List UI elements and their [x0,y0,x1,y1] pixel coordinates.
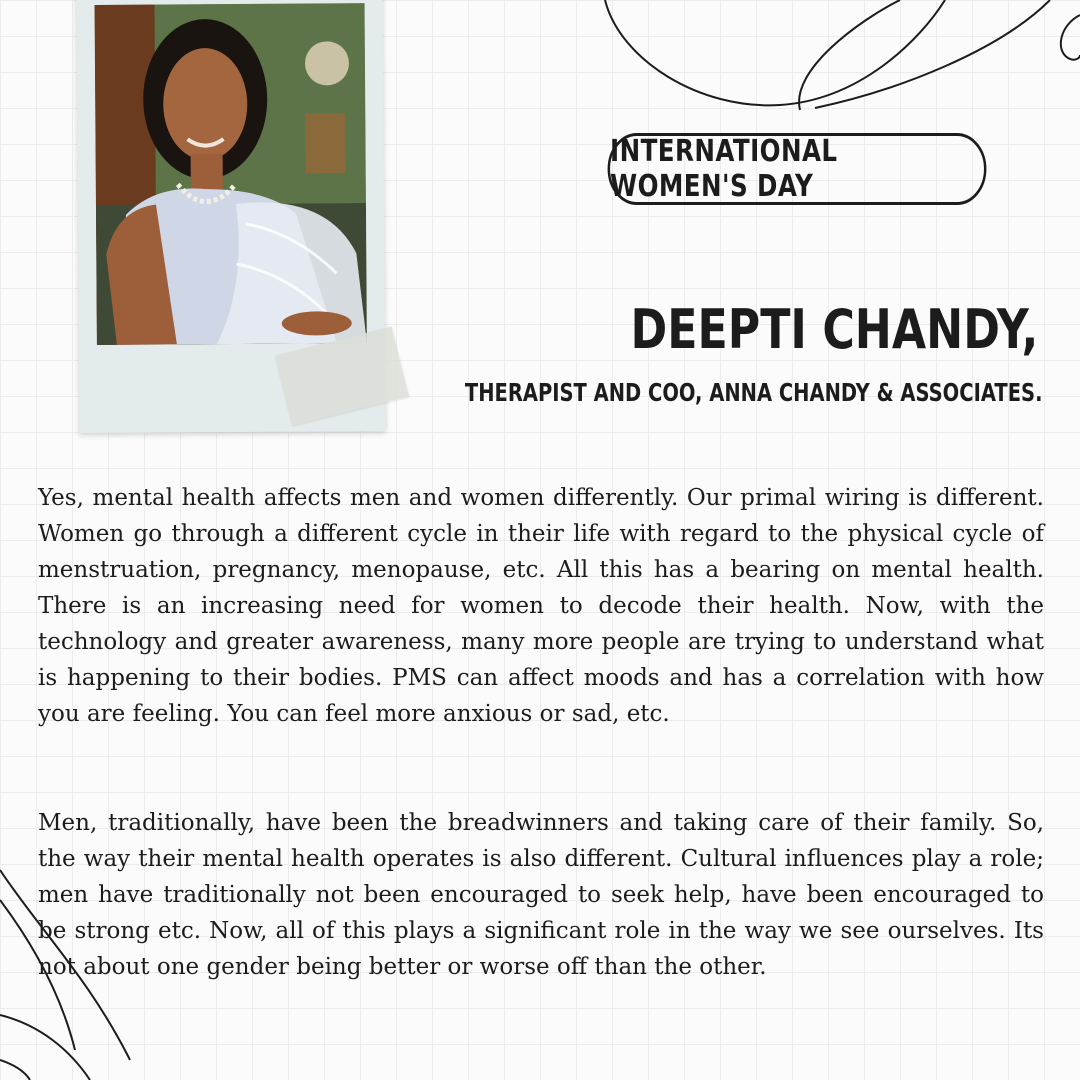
paragraph-2: Men, traditionally, have been the breadwinners and taking care of their family. So, the way their mental health operates is also different. Cultural influences play a role; men have traditionally not been encouraged to seek help, have been encouraged to be strong etc. Now, all of this plays a significant role in the way we see ourselves. Its not about one gender being better or worse off than the other. [38,810,1044,980]
portrait-illustration [95,3,367,345]
paragraph-1: Yes, mental health affects men and women differently. Our primal wiring is different. Women go through a different cycle in their life with regard to the physical cycle of menstruation, pregnancy, menopause, etc. All this has a bearing on mental health. There is an increasing need for women to decode their health. Now, with the technology and greater awareness, many more people are trying to understand what is happening to their bodies. PMS can affect moods and has a correlation with how you are feeling. You can feel more anxious or sad, etc. [38,485,1044,727]
event-badge: INTERNATIONAL WOMEN'S DAY [608,133,987,205]
person-role: THERAPIST AND COO, ANNA CHANDY & ASSOCIATES. [464,378,1042,407]
person-name: DEEPTI CHANDY, [630,298,1038,361]
portrait-photo [95,3,367,345]
